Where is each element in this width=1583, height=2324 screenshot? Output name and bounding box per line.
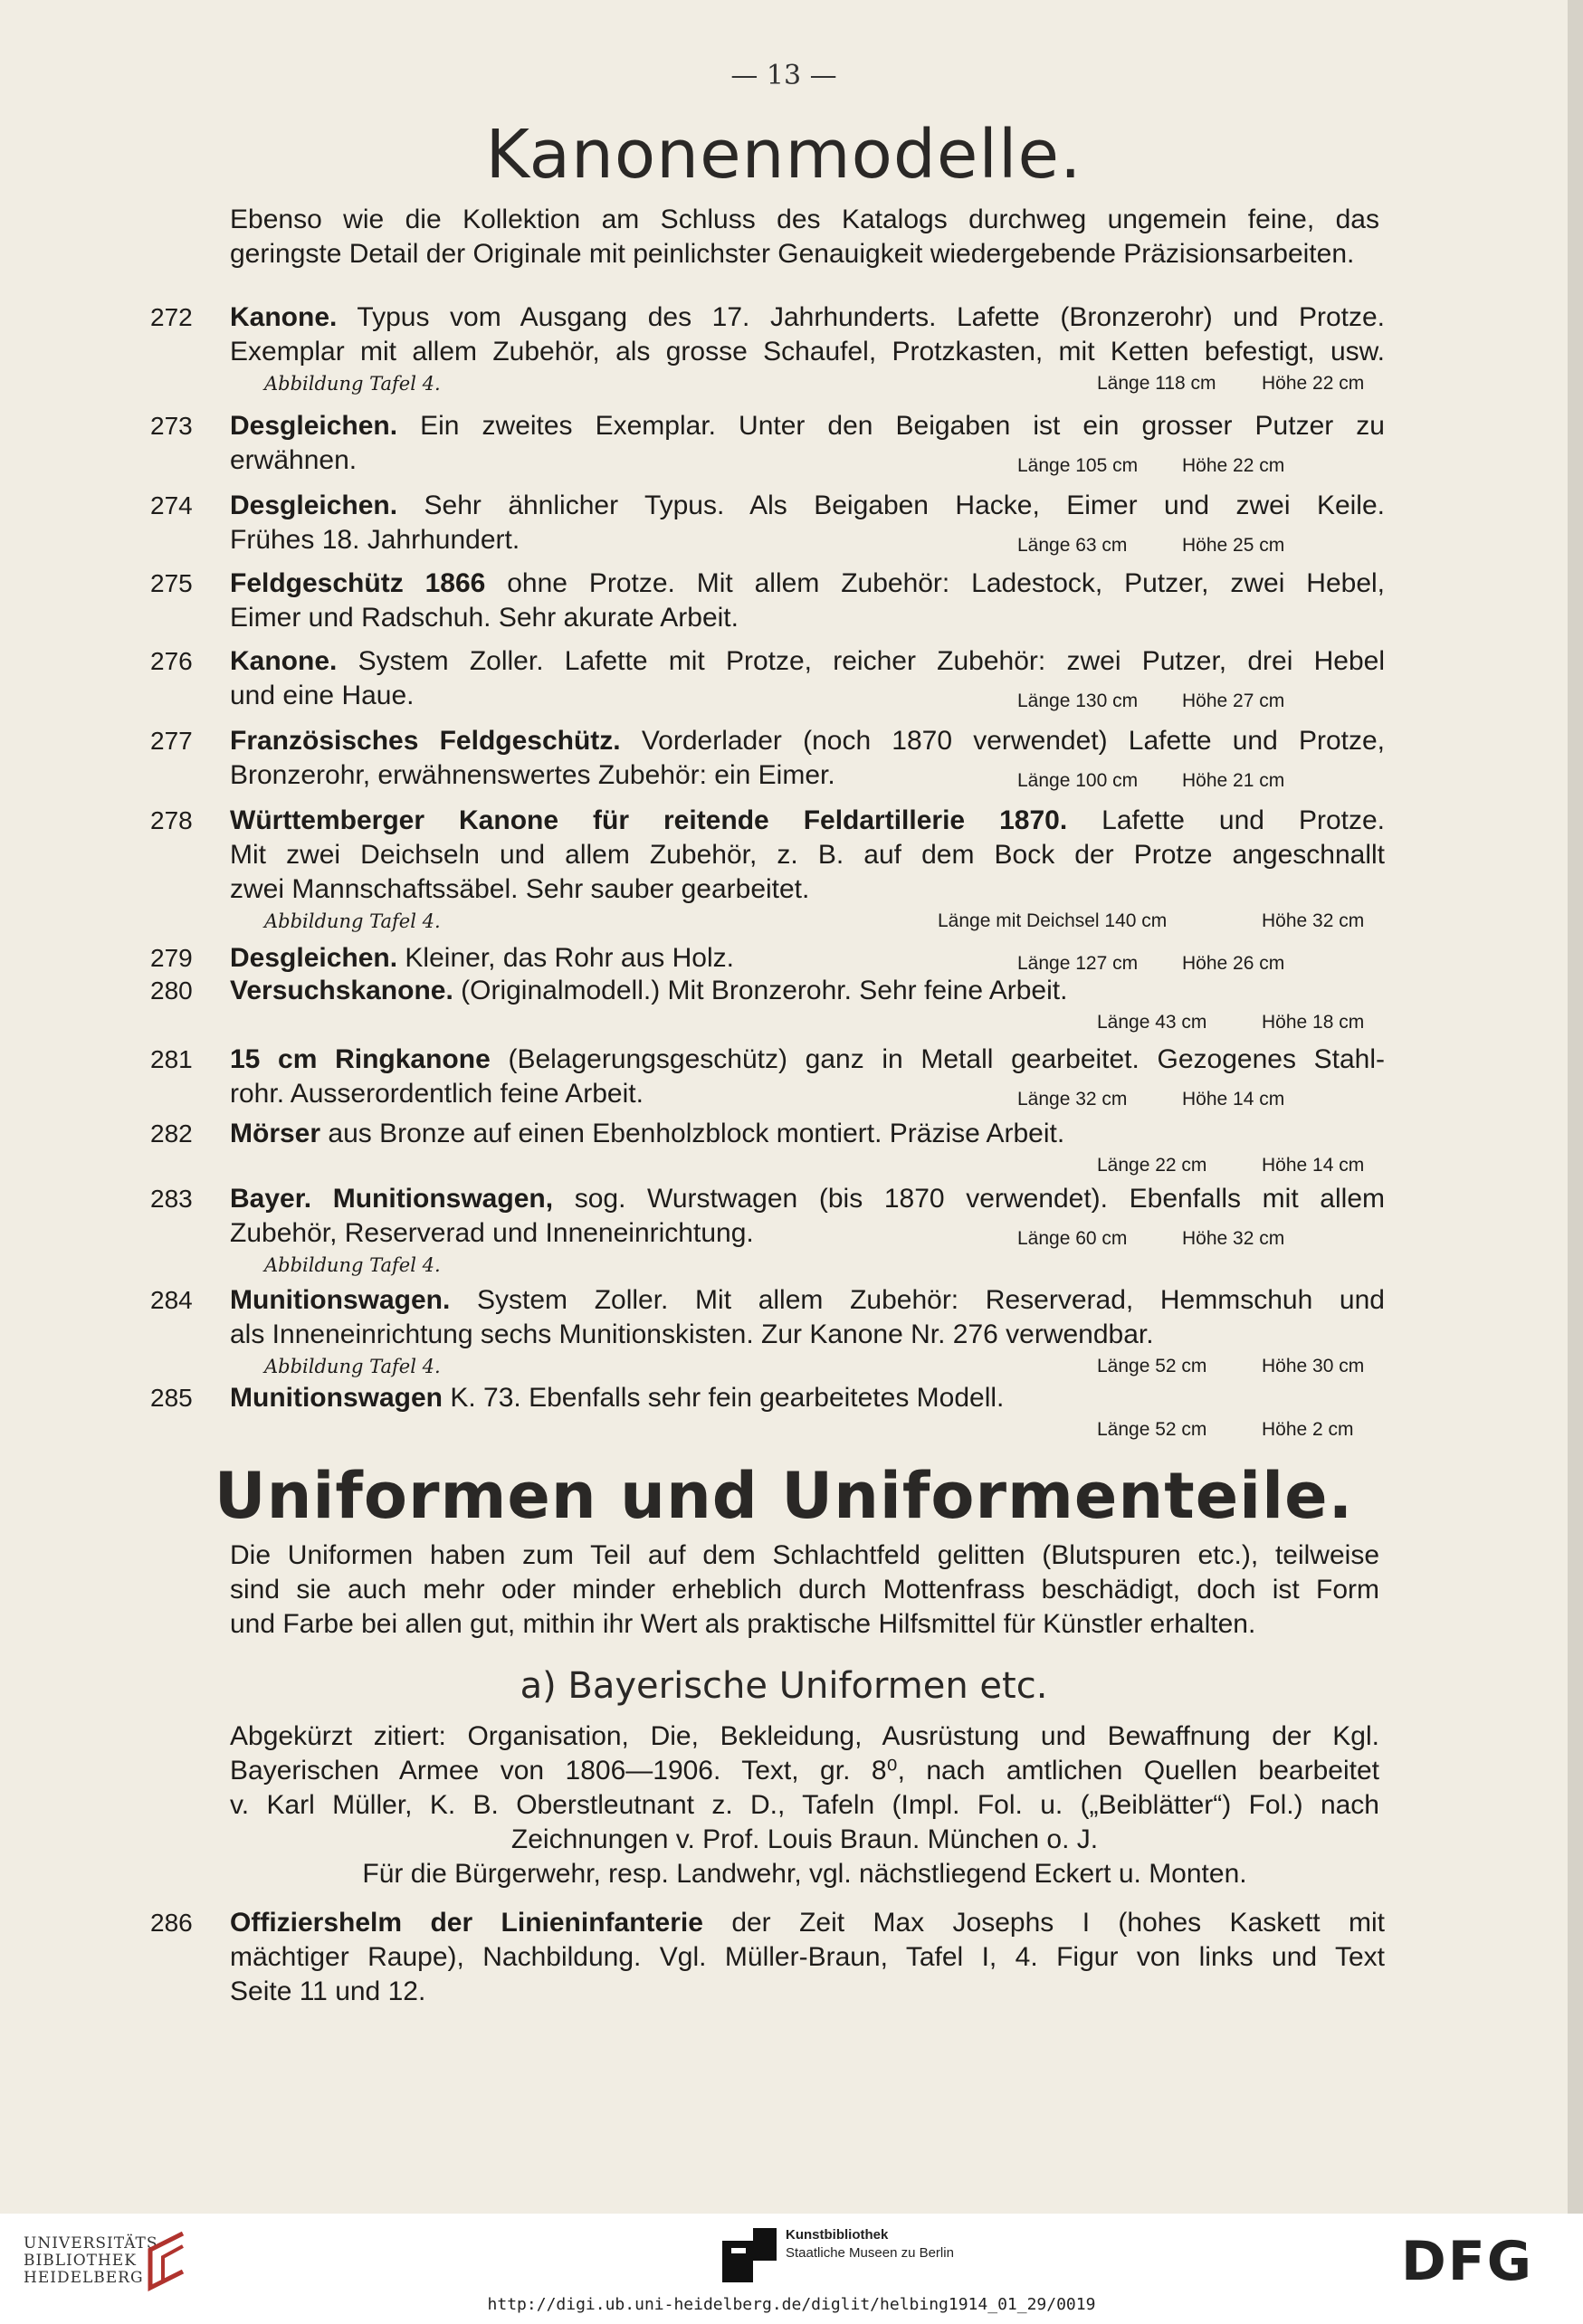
entry-text: und eine Haue. [230,681,415,710]
catalog-entry [150,489,1385,557]
height: Höhe 21 cm [1182,770,1285,791]
entry-heading: Französisches Feldgeschütz. [230,726,621,756]
entry-text: Kleiner, das Rohr aus Holz. [405,943,734,973]
reference-line: Zeichnungen v. Prof. Louis Braun. München o. J. [510,1824,1099,1854]
length: Länge 52 cm [1097,1419,1207,1440]
entry-text: (Originalmodell.) Mit Bronzerohr. Sehr feine Arbeit. [461,976,1068,1005]
intro-line: Die Uniformen haben zum Teil auf dem Schlachtfeld gelitten (Blutspuren etc.), teilweise [230,1540,1379,1570]
entry-text: Ein zweites Exemplar. Unter den Beigaben ist ein grosser Putzer zu [420,411,1385,441]
entry-heading: Desgleichen. [230,943,398,973]
height: Höhe 26 cm [1182,953,1285,974]
catalog-entry [150,1906,1385,2009]
entry-text: System Zoller. Mit allem Zubehör: Reserverad, Hemmschuh und [477,1285,1385,1315]
entry-number: 273 [150,412,193,440]
entry-heading: Munitionswagen [230,1383,443,1413]
height: Höhe 32 cm [1182,1228,1285,1249]
entry-text: System Zoller. Lafette mit Protze, reicher Zubehör: zwei Putzer, drei Hebel [358,646,1385,676]
entry-text: Typus vom Ausgang des 17. Jahrhunderts. Lafette (Bronzerohr) und Protze. [357,302,1385,332]
entry-heading: Offiziershelm der Linieninfanterie [230,1908,703,1938]
page-edge [1568,0,1583,2214]
length: Länge 118 cm [1097,373,1216,394]
length: Länge 127 cm [1017,953,1139,974]
catalog-entry [150,974,1385,1037]
entry-text: Zubehör, Reserverad und Inneneinrichtung. [230,1218,754,1248]
entry-text: zwei Mannschaftssäbel. Sehr sauber gearbeitet. [230,874,810,904]
section-intro [230,203,1379,271]
figure-reference: Abbildung Tafel 4. [264,1356,441,1377]
literature-reference [230,1719,1379,1823]
entry-number: 275 [150,569,193,597]
length: Länge 22 cm [1097,1155,1207,1176]
length: Länge 32 cm [1017,1089,1128,1110]
intro-line: und Farbe bei allen gut, mithin ihr Wert als praktische Hilfsmittel für Künstler erhalten. [230,1609,1256,1639]
catalog-entry [150,1381,1385,1444]
height: Höhe 25 cm [1182,535,1285,556]
entry-heading: Kanone. [230,302,338,332]
ub-logo-icon [138,2228,190,2295]
length: Länge 130 cm [1017,691,1139,711]
entry-number: 285 [150,1384,193,1412]
entry-text: Frühes 18. Jahrhundert. [230,525,520,555]
entry-number: 284 [150,1286,193,1314]
section-title-uniformen: Uniformen und Uniformenteile. [214,1459,1354,1533]
logo-text: HEIDELBERG [24,2269,144,2287]
entry-text: aus Bronze auf einen Ebenholzblock montiert. Präzise Arbeit. [328,1119,1065,1148]
entry-heading: 15 cm Ringkanone [230,1044,491,1074]
length: Länge 60 cm [1017,1228,1128,1249]
entry-number: 281 [150,1045,193,1073]
source-url[interactable]: http://digi.ub.uni-heidelberg.de/diglit/helbing1914_01_29/0019 [487,2295,1096,2314]
height: Höhe 14 cm [1262,1155,1365,1176]
height: Höhe 14 cm [1182,1089,1285,1110]
logo-text: Kunstbibliothek [786,2227,889,2243]
entry-number: 276 [150,647,193,675]
length: Länge 52 cm [1097,1356,1207,1376]
height: Höhe 2 cm [1262,1419,1354,1440]
height: Höhe 22 cm [1182,455,1285,476]
length: Länge 43 cm [1097,1012,1207,1033]
intro-line: sind sie auch mehr oder minder erheblich durch Mottenfrass beschädigt, doch ist Form [230,1575,1379,1605]
entry-text: K. 73. Ebenfalls sehr fein gearbeitetes Modell. [450,1383,1005,1413]
figure-reference: Abbildung Tafel 4. [264,1254,441,1276]
entry-text: rohr. Ausserordentlich feine Arbeit. [230,1079,644,1109]
entry-text: sog. Wurstwagen (bis 1870 verwendet). Ebenfalls mit allem [574,1184,1385,1214]
dfg-logo: DFG [1401,2230,1534,2293]
reference-note: Für die Bürgerwehr, resp. Landwehr, vgl. nächstliegend Eckert u. Monten. [362,1859,1247,1889]
entry-text: der Zeit Max Josephs I (hohes Kaskett mit [731,1908,1386,1938]
entry-text: mächtiger Raupe), Nachbildung. Vgl. Müller-Braun, Tafel I, 4. Figur von links und Text [230,1942,1385,1972]
subsection-title: a) Bayerische Uniformen etc. [520,1665,1048,1707]
entry-number: 277 [150,727,193,755]
intro-line: geringste Detail der Originale mit peinlichster Genauigkeit wiedergebende Präzisionsarbeiten. [230,239,1355,269]
entry-number: 272 [150,303,193,331]
length: Länge 100 cm [1017,770,1139,791]
catalog-entry [150,1117,1385,1180]
section-intro [230,1538,1379,1642]
reference-line: Abgekürzt zitiert: Organisation, Die, Bekleidung, Ausrüstung und Bewaffnung der Kgl. [230,1721,1379,1751]
entry-text: Vorderlader (noch 1870 verwendet) Lafette und Protze, [641,726,1385,756]
logo-text: Staatliche Museen zu Berlin [786,2245,954,2261]
height: Höhe 22 cm [1262,373,1365,394]
entry-number: 279 [150,944,193,972]
logo-text: UNIVERSITÄTS- [24,2234,165,2253]
entry-text: Seite 11 und 12. [230,1976,426,2006]
entry-number: 274 [150,491,193,519]
kunstbibliothek-logo [786,2226,954,2262]
entry-text: ohne Protze. Mit allem Zubehör: Ladestock, Putzer, zwei Hebel, [507,568,1385,598]
catalog-entry [150,1283,1385,1381]
entry-text: Mit zwei Deichseln und allem Zubehör, z. B. auf dem Bock der Protze angeschnallt [230,840,1385,870]
kunstbibliothek-icon [722,2228,777,2282]
catalog-entry [150,300,1385,398]
length: Länge mit Deichsel 140 cm [938,910,1168,931]
intro-line: Ebenso wie die Kollektion am Schluss des Katalogs durchweg ungemein feine, das [230,205,1379,234]
section-title-kanonenmodelle: Kanonenmodelle. [485,116,1082,194]
catalog-entry [150,1043,1385,1111]
entry-heading: Bayer. Munitionswagen, [230,1184,554,1214]
catalog-entry [150,409,1385,478]
reference-line: v. Karl Müller, K. B. Oberstleutnant z. D., Tafeln (Impl. Fol. u. („Beiblätter“) Fol.) nach [230,1790,1379,1820]
entry-heading: Munitionswagen. [230,1285,451,1315]
page-number: — 13 — [730,60,837,91]
figure-reference: Abbildung Tafel 4. [264,910,441,932]
entry-text: (Belagerungsgeschütz) ganz in Metall gearbeitet. Gezogenes Stahl- [508,1044,1386,1074]
logo-text: BIBLIOTHEK [24,2252,137,2270]
catalog-entry [150,567,1385,635]
height: Höhe 30 cm [1262,1356,1365,1376]
height: Höhe 27 cm [1182,691,1285,711]
catalog-entry [150,1182,1385,1280]
catalog-entry [150,804,1385,936]
entry-number: 286 [150,1909,193,1937]
catalog-entry [150,941,1385,976]
entry-heading: Versuchskanone. [230,976,453,1005]
entry-heading: Württemberger Kanone für reitende Feldartillerie 1870. [230,805,1068,835]
entry-text: Eimer und Radschuh. Sehr akurate Arbeit. [230,603,739,633]
entry-number: 282 [150,1119,193,1148]
entry-number: 278 [150,806,193,834]
height: Höhe 32 cm [1262,910,1365,931]
entry-number: 280 [150,976,193,1005]
entry-text: als Inneneinrichtung sechs Munitionskisten. Zur Kanone Nr. 276 verwendbar. [230,1319,1154,1349]
entry-text: erwähnen. [230,445,358,475]
entry-text: Sehr ähnlicher Typus. Als Beigaben Hacke, Eimer und zwei Keile. [424,491,1385,520]
entry-text: Bronzerohr, erwähnenswertes Zubehör: ein Eimer. [230,760,835,790]
entry-heading: Desgleichen. [230,491,398,520]
length: Länge 105 cm [1017,455,1139,476]
catalog-entry [150,724,1385,793]
entry-heading: Feldgeschütz 1866 [230,568,486,598]
figure-reference: Abbildung Tafel 4. [264,373,441,395]
entry-text: Lafette und Protze. [1101,805,1385,835]
length: Länge 63 cm [1017,535,1128,556]
catalog-entry [150,644,1385,713]
height: Höhe 18 cm [1262,1012,1365,1033]
entry-number: 283 [150,1185,193,1213]
entry-heading: Desgleichen. [230,411,398,441]
reference-line: Bayerischen Armee von 1806—1906. Text, gr. 8⁰, nach amtlichen Quellen bearbeitet [230,1756,1379,1786]
entry-text: Exemplar mit allem Zubehör, als grosse Schaufel, Protzkasten, mit Ketten befestigt, usw. [230,337,1385,367]
entry-heading: Kanone. [230,646,338,676]
entry-heading: Mörser [230,1119,321,1148]
